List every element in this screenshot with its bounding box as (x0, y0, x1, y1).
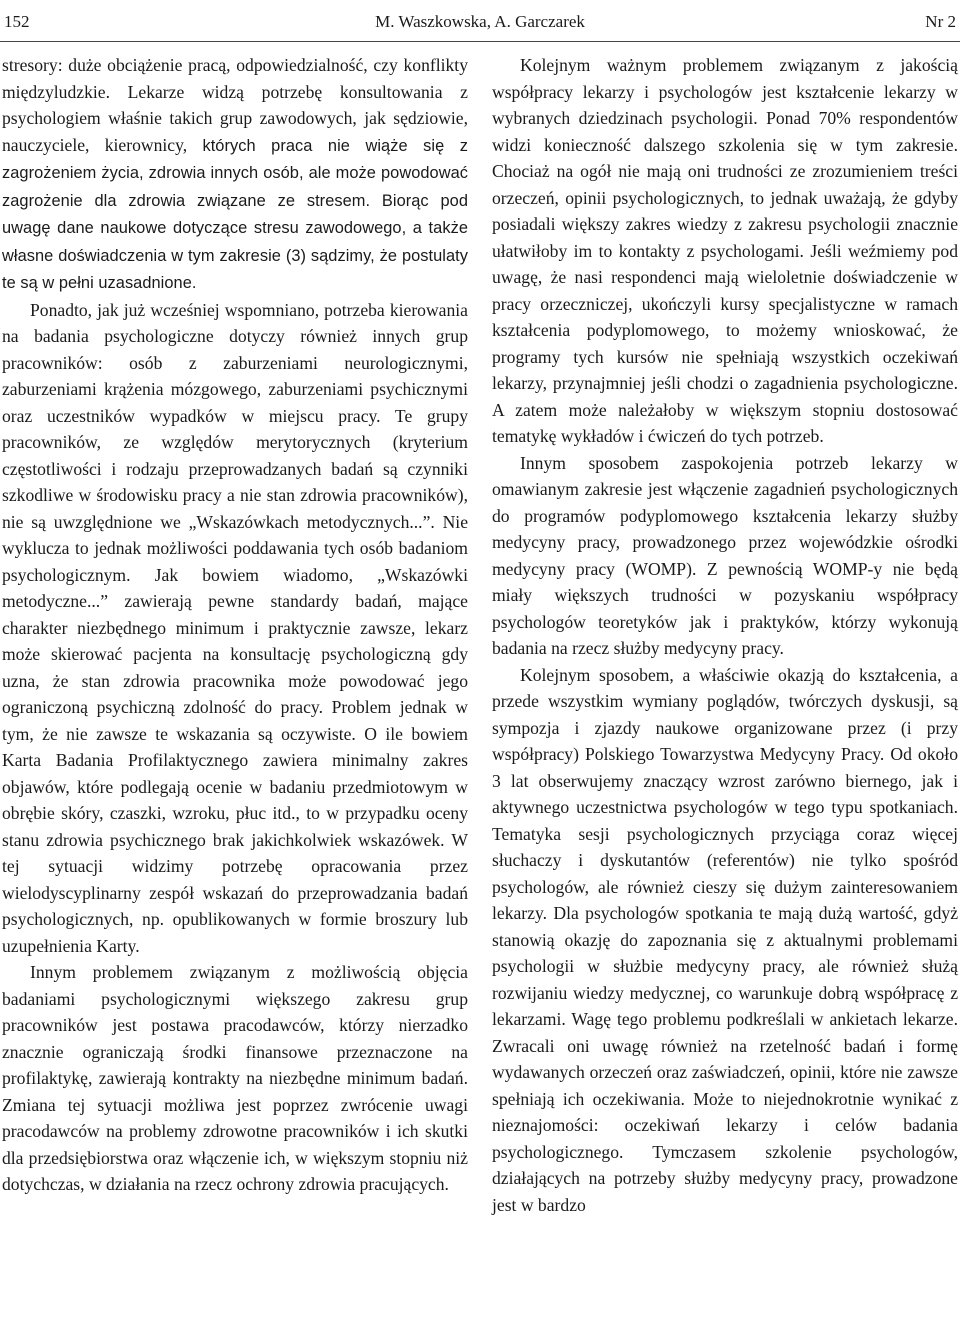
right-paragraph-1: Kolejnym ważnym problemem związanym z jakością współpracy lekarzy i psychologów jest kształcenie lekarzy w wybranych dziedzinach psychologii. Ponad 70% respondentów widzi konieczność dalszego szkolenia się w tym zakresie. Chociaż na ogół nie mają oni trudności ze zrozumieniem treści orzeczeń, opinii psychologicznych, to jednak uważają, że gdyby posiadali większy zakres wiedzy z zakresu psychologii znacznie ułatwiłoby im to kontakty z psychologami. Jeśli weźmiemy pod uwagę, że nasi respondenci mają wieloletnie doświadczenie w pracy orzeczniczej, ukończyli kursy specjalistyczne w ramach kształcenia podyplomowego, to możemy wnioskować, że programy tych kursów nie spełniają wszystkich oczekiwań lekarzy, przynajmniej jeśli chodzi o zagadnienia psychologiczne. A zatem może należałoby w większym stopniu dostosować tematykę wykładów i ćwiczeń do tych potrzeb. (492, 55, 958, 446)
right-paragraph-3: Kolejnym sposobem, a właściwie okazją do kształcenia, a przede wszystkim wymiany poglądów, twórczych dyskusji, są sympozja i zjazdy naukowe organizowane przez (i przy współpracy) Polskiego Towarzystwa Medycyny Pracy. Od około 3 lat obserwujemy znaczący wzrost zarówno biernego, jak i aktywnego uczestnictwa psychologów w tego typu spotkaniach. Tematyka sesji psychologicznych przyciąga coraz więcej słuchaczy i dyskutantów (referentów) nie tylko spośród psychologów, ale również cieszy się dużym zainteresowaniem lekarzy. Dla psychologów spotkania te mają dużą wartość, gdyż stanowią okazję do zapoznania się z aktualnymi problemami psychologii w służbie medycyny pracy, ale również służą rozwijaniu wiedzy medycznej, co warunkuje dobrą współpracę z lekarzami. Wagę tego problemu podkreślali w ankietach lekarze. Zwracali oni uwagę również na rzetelność badań i formę wydawanych orzeczeń oraz zaświadczeń, opinii, które nie zawsze spełniają ich oczekiwania. Może to niejednokrotnie wynikać z nieznajomości: oczekiwań lekarzy i celów badania psychologicznego. Tymczasem szkolenie psychologów, działających na potrzeby służby medycyny pracy, prowadzone jest w bardzo (492, 664, 958, 1215)
header-rule (0, 41, 960, 42)
running-header (4, 10, 956, 34)
right-paragraph-2: Innym sposobem zaspokojenia potrzeb lekarzy w omawianym zakresie jest włączenie zagadnień psychologicznych do programów podyplomowego kształcenia lekarzy służby medycyny pracy, prowadzonego przez wojewódzkie ośrodki medycyny pracy (WOMP). Z pewnością WOMP-y nie będą miały większych trudności w pozyskaniu współpracy psychologów teoretyków jak i praktyków, którzy wykonują badania na rzecz służby medycyny pracy. (492, 452, 958, 658)
left-paragraph-1-sans-part: których praca nie wiąże się z zagrożeniem życia, zdrowia innych osób, ale może powodować zagrożenie dla zdrowia związane ze stresem. Biorąc pod uwagę dane naukowe dotyczące stresu zawodowego, a także własne doświadczenia w tym zakresie (3) sądzimy, że postulaty te są w pełni uzasadnione. (2, 136, 468, 292)
left-paragraph-2: Ponadto, jak już wcześniej wspomniano, potrzeba kierowania na badania psychologiczne dotyczy również innych grup pracowników: osób z zaburzeniami neurologicznymi, zaburzeniami krążenia mózgowego, zaburzeniami psychicznymi oraz uczestników wypadków w miejscu pracy. Te grupy pracowników, ze względów merytorycznych (kryterium częstotliwości i rodzaju przeprowadzanych badań są czynniki szkodliwe w środowisku pracy a nie stan zdrowia pracowników), nie są uwzględnione we „Wskazówkach metodycznych...”. Nie wyklucza to jednak możliwości poddawania tych osób badaniom psychologicznym. Jak bowiem wiadomo, „Wskazówki metodyczne...” zawierają pewne standardy badań, mające charakter niezbędnego minimum i praktycznie zawsze, lekarz może skierować pacjenta na konsultację psychologiczną gdy uzna, że stan zdrowia pracownika może powodować jego ograniczoną psychiczną zdolność do pracy. Problem jednak w tym, że nie zawsze te wskazania są oczywiste. O ile bowiem Karta Badania Profilaktycznego zawiera minimalny zakres objawów, które podlegają ocenie w badaniu przedmiotowym w obrębie skóry, czaszki, wzroku, płuc itd., to w przypadku oceny stanu zdrowia psychicznego brak jakichkolwiek wskazówek. W tej sytuacji widzimy potrzebę opracowania przez wielodyscyplinarny zespół wskazań do przeprowadzania badań psychologicznych, np. opublikowanych w formie broszury lub uzupełnienia Karty. (2, 299, 468, 956)
left-paragraph-3: Innym problemem związanym z możliwością objęcia badaniami psychologicznymi większego zakresu grup pracowników jest postawa pracodawców, którzy nierzadko znacznie ograniczają środki finansowe przeznaczone na profilaktykę, zawierają kontrakty na niezbędne minimum badań. Zmiana tej sytuacji możliwa jest poprzez zwrócenie uwagi pracodawców na problemy zdrowotne pracowników i ich skutki dla przedsiębiorstwa oraz włączenie ich, w większym stopniu niż dotychczas, w działania na rzecz ochrony zdrowia pracujących. (2, 962, 468, 1194)
page-number: 152 (4, 12, 30, 31)
left-column (2, 52, 468, 1198)
running-header-authors: M. Waszkowska, A. Garczarek (375, 12, 585, 31)
left-paragraph-1-serif-part: stresory: duże obciążenie pracą, odpowiedzialność, czy konflikty międzyludzkie. Lekarze widzą potrzebę konsultowania z psychologiem właśnie takich grup zawodowych, jak sędziowie, nauczyciele, kierownicy, (2, 55, 468, 155)
left-paragraph-1 (2, 52, 468, 297)
right-column (492, 52, 958, 1218)
issue-number: Nr 2 (925, 12, 956, 31)
